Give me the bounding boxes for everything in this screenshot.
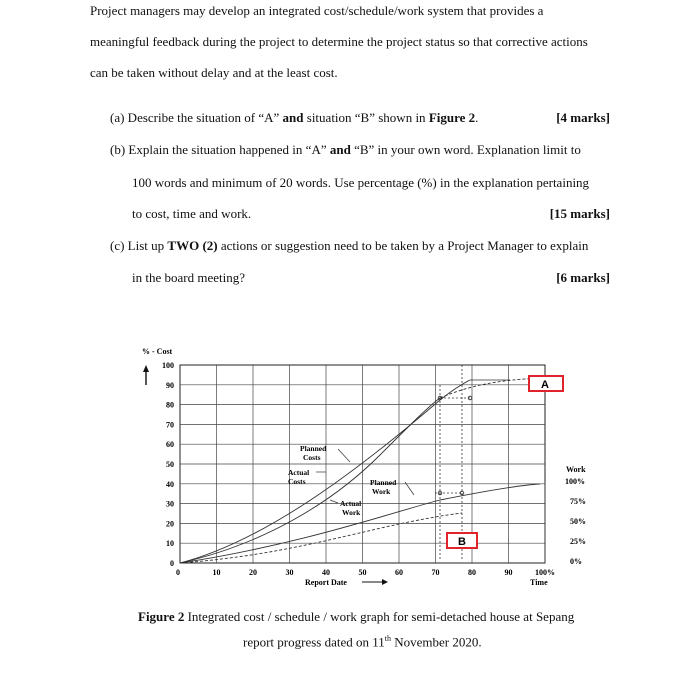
- x-tick-label: 20: [249, 568, 257, 577]
- planned-costs-curve: [180, 398, 440, 563]
- x-tick-label: 10: [212, 568, 221, 577]
- question-a-pre: (a) Describe the situation of “A”: [110, 110, 283, 125]
- work-axis-100: 100%: [565, 477, 585, 486]
- x-tick-label: 50: [358, 568, 367, 577]
- time-label: Time: [530, 578, 548, 587]
- work-tick-label: 75%: [570, 497, 586, 506]
- box-b-label: B: [458, 536, 466, 548]
- x-tick-label: 60: [395, 568, 403, 577]
- y-tick-label: 60: [166, 440, 174, 450]
- box-a-label: A: [541, 379, 549, 391]
- question-a-marks: [4 marks]: [556, 110, 610, 125]
- label-actual-costs-1: Actual: [288, 468, 310, 477]
- planned-costs-curve-forecast: [440, 378, 540, 398]
- question-c-pre: (c) List up: [110, 238, 168, 253]
- y-axis-arrowhead: [143, 365, 149, 372]
- figure-caption-text-2b: November 2020.: [391, 634, 482, 650]
- question-a-mid: situation “B” shown in: [303, 110, 429, 125]
- y-axis-ticks: [162, 361, 174, 568]
- y-tick-label: 0: [170, 559, 174, 568]
- y-tick-label: 90: [166, 380, 174, 390]
- y-axis-title: % - Cost: [142, 347, 173, 356]
- question-a-figure-ref: Figure 2: [428, 110, 476, 125]
- graph-grid: [180, 365, 545, 563]
- label-planned-work-1: Planned: [370, 478, 397, 487]
- label-actual-work-2: Work: [342, 508, 361, 517]
- question-b-pre: (b) Explain the situation happened in “A”: [110, 142, 330, 157]
- x-tick-label: 80: [468, 568, 476, 577]
- figure-caption-label: Figure 2: [138, 609, 185, 624]
- question-b-post: “B” in your own word. Explanation limit to: [350, 142, 581, 157]
- label-planned-work-2: Work: [372, 487, 391, 496]
- x-tick-label: 40: [322, 568, 330, 577]
- work-axis-title: Work: [566, 465, 586, 474]
- intro-line-3: can be taken without delay and at the least cost.: [90, 65, 338, 80]
- x-axis-label: Report Date: [305, 578, 347, 587]
- question-c-post: actions or suggestion need to be taken by a Project Manager to explain: [217, 238, 589, 253]
- x-tick-label: 100%: [535, 568, 555, 577]
- x-tick-label: 30: [285, 568, 294, 577]
- label-actual-costs-2: Costs: [288, 477, 306, 486]
- pointer-planned-costs: [338, 449, 350, 462]
- figure-caption-text-1: Integrated cost / schedule / work graph for semi-detached house at Sepang: [184, 609, 575, 624]
- y-tick-label: 40: [166, 479, 174, 489]
- y-tick-label: 20: [166, 519, 174, 529]
- x-tick-label: 90: [504, 568, 513, 577]
- figure-caption-line-1: [138, 609, 574, 625]
- y-tick-label: 70: [166, 420, 174, 430]
- work-axis-ticks: [570, 497, 586, 566]
- question-c-line-2: in the board meeting?: [132, 270, 245, 285]
- work-tick-label: 0%: [570, 557, 582, 566]
- figure-caption-line-2: [243, 634, 482, 650]
- y-tick-label: 30: [166, 499, 174, 509]
- question-b-and: and: [329, 142, 351, 157]
- question-b-marks: [15 marks]: [549, 206, 610, 221]
- actual-costs-curve: [180, 380, 470, 563]
- question-c-two: TWO (2): [167, 238, 218, 253]
- y-tick-label: 10: [166, 539, 174, 549]
- x-tick-label: 0: [176, 568, 180, 577]
- question-a-post: .: [475, 110, 479, 125]
- work-tick-label: 50%: [570, 517, 586, 526]
- question-b-line-2: 100 words and minimum of 20 words. Use percentage (%) in the explanation pertaining: [132, 175, 590, 190]
- x-axis-arrowhead: [382, 579, 388, 585]
- y-tick-label: 100: [162, 361, 174, 370]
- figure-caption-sup: th: [384, 634, 391, 643]
- question-b-line-3: to cost, time and work.: [132, 206, 252, 221]
- label-planned-costs-2: Costs: [303, 453, 321, 462]
- x-tick-label: 70: [431, 568, 440, 577]
- y-tick-label: 80: [166, 400, 174, 410]
- label-planned-costs-1: Planned: [300, 444, 327, 453]
- work-tick-label: 25%: [570, 537, 586, 546]
- question-a-and: and: [282, 110, 304, 125]
- intro-line-2: meaningful feedback during the project to determine the project status so that corrective actions: [90, 34, 588, 49]
- pointer-actual-work: [330, 500, 338, 503]
- x-axis-ticks: [176, 568, 555, 577]
- y-tick-label: 50: [166, 460, 174, 469]
- question-c-marks: [6 marks]: [556, 270, 610, 285]
- intro-line-1: Project managers may develop an integrated cost/schedule/work system that provides a: [90, 3, 544, 18]
- label-actual-work-1: Actual: [340, 499, 362, 508]
- figure-caption-text-2a: report progress dated on 11: [243, 634, 385, 650]
